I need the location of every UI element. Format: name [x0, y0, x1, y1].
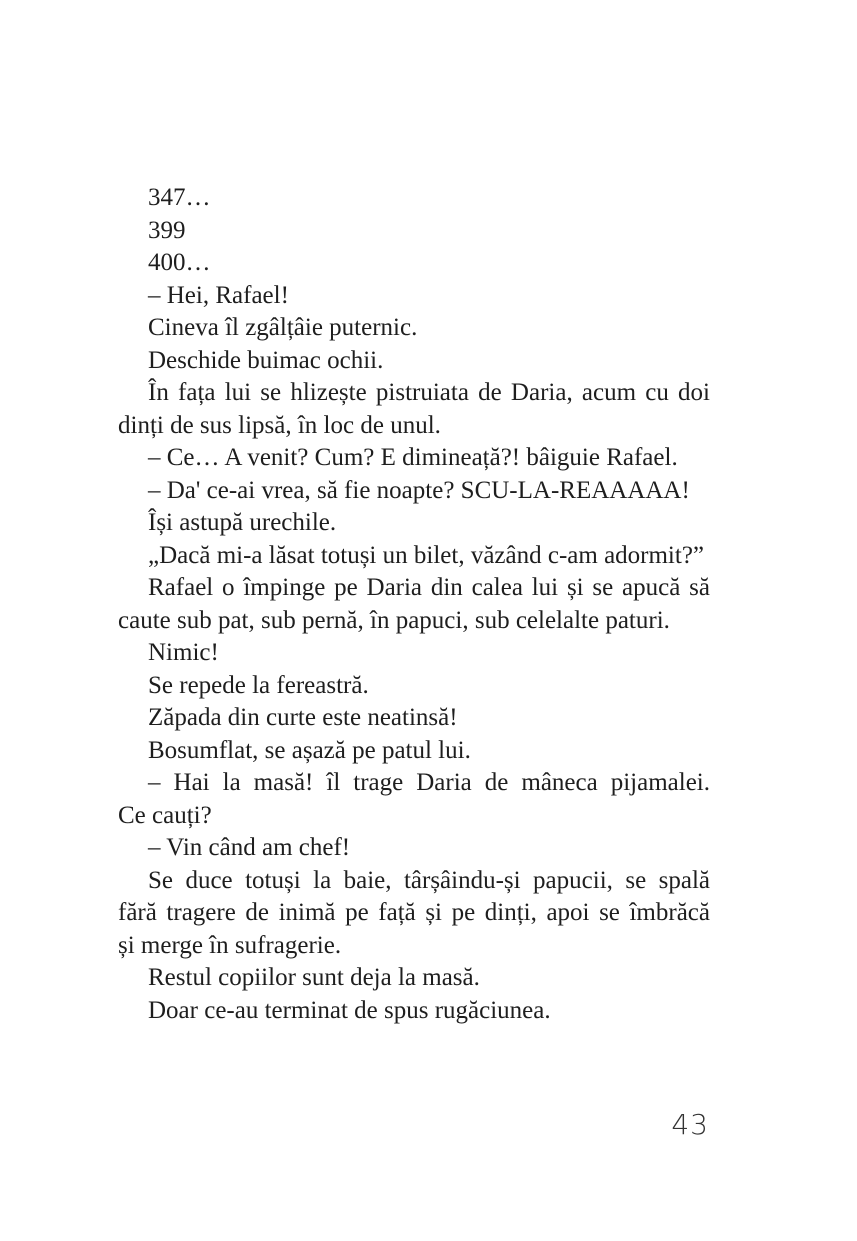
- text-line: Se repede la fereastră.: [148, 671, 369, 699]
- paragraph: [118, 735, 710, 768]
- paragraph: [118, 377, 710, 442]
- text-line: – Hei, Rafael!: [148, 281, 289, 309]
- paragraph: [118, 215, 710, 248]
- text-line: Rafael o împinge pe Daria din calea lui și se apucă să: [148, 574, 710, 601]
- paragraph: [118, 182, 710, 215]
- text-line: Bosumflat, se așază pe patul lui.: [148, 736, 471, 764]
- paragraph: [118, 832, 710, 865]
- paragraph: [118, 637, 710, 670]
- text-line: 400…: [148, 249, 211, 276]
- paragraph: [118, 995, 710, 1028]
- text-line: Cineva îl zgâlțâie puternic.: [148, 314, 418, 341]
- text-line: dinți de sus lipsă, în loc de unul.: [118, 411, 441, 439]
- paragraph: [118, 507, 710, 540]
- text-line: Deschide buimac ochii.: [148, 346, 384, 374]
- paragraph: [118, 962, 710, 995]
- text-line: Doar ce-au terminat de spus rugăciunea.: [148, 996, 551, 1024]
- paragraph: [118, 345, 710, 378]
- paragraph: [118, 670, 710, 703]
- text-line: – Ce… A venit? Cum? E dimineață?! bâiguie Rafael.: [148, 444, 678, 471]
- text-line: – Vin când am chef!: [148, 834, 351, 861]
- paragraph: [118, 865, 710, 963]
- body-text: [118, 182, 710, 1027]
- paragraph: [118, 280, 710, 313]
- text-line: 399: [148, 216, 186, 244]
- text-line: caute sub pat, sub pernă, în papuci, sub celelalte paturi.: [118, 606, 670, 634]
- text-line: – Hai la masă! îl trage Daria de mâneca pijamalei.: [148, 769, 710, 796]
- paragraph: [118, 312, 710, 345]
- text-line: Își astupă urechile.: [148, 509, 337, 536]
- text-line: Restul copiilor sunt deja la masă.: [148, 964, 480, 991]
- text-line: „Dacă mi-a lăsat totuși un bilet, văzând c-am adormit?”: [148, 541, 705, 569]
- text-line: În fața lui se hlizește pistruiata de Daria, acum cu doi: [148, 379, 710, 406]
- text-line: – Da' ce-ai vrea, să fie noapte? SCU-LA-REAAAAA!: [148, 476, 690, 504]
- text-line: Ce cauți?: [118, 801, 212, 829]
- paragraph: [118, 475, 710, 508]
- paragraph: [118, 767, 710, 832]
- paragraph: [118, 247, 710, 280]
- paragraph: [118, 442, 710, 475]
- paragraph: [118, 572, 710, 637]
- text-line: 347…: [148, 184, 211, 211]
- text-line: fără tragere de inimă pe față și pe dinți, apoi se îmbrăcă: [118, 899, 710, 926]
- text-line: și merge în sufragerie.: [118, 931, 342, 959]
- text-line: Se duce totuși la baie, târșâindu-și papucii, se spală: [148, 866, 710, 894]
- text-line: Nimic!: [148, 639, 219, 666]
- paragraph: [118, 702, 710, 735]
- page-number: 43: [671, 1108, 709, 1141]
- paragraph: [118, 540, 710, 573]
- text-line: Zăpada din curte este neatinsă!: [148, 704, 458, 731]
